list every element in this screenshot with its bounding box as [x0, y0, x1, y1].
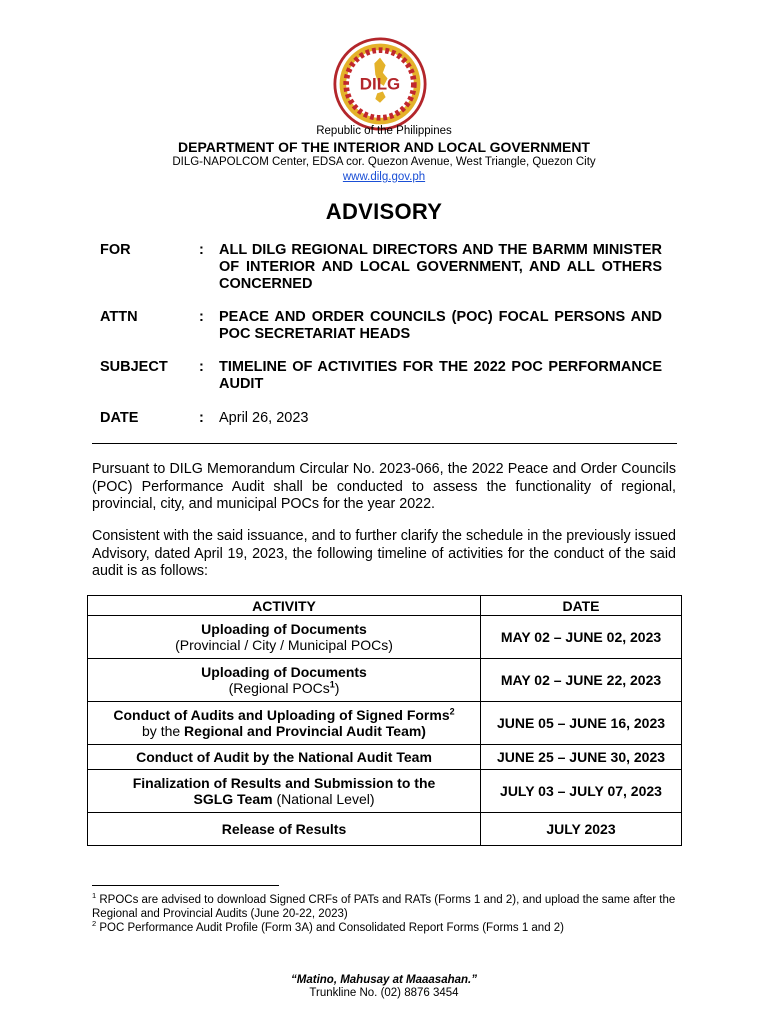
table-row [88, 702, 682, 745]
activity-title: Uploading of Documents [201, 621, 367, 637]
table-row [88, 770, 682, 813]
footnote-1-mark: 1 [92, 891, 97, 901]
table-row [88, 745, 682, 770]
date-cell: JULY 03 – JULY 07, 2023 [481, 770, 682, 813]
date-colon: : [199, 410, 204, 426]
for-value: ALL DILG REGIONAL DIRECTORS AND THE BARMM MINISTER OF INTERIOR AND LOCAL GOVERNMENT, AND ALL OTHERS CONCERNED [219, 242, 662, 292]
activity-cell: Release of Results [88, 813, 481, 846]
footnote-divider [92, 885, 279, 886]
activity-subtitle-close: ) [334, 680, 340, 696]
date-cell: JUNE 05 – JUNE 16, 2023 [481, 702, 682, 745]
svg-text:DILG: DILG [359, 74, 401, 94]
for-colon: : [199, 242, 204, 258]
timeline-table [87, 595, 682, 846]
body-paragraph-1: Pursuant to DILG Memorandum Circular No. 2023-066, the 2022 Peace and Order Councils (POC) Performance Audit shall be conducted to assess the functionality of regional, provincial, city, and municipal POCs for the year 2022. [92, 461, 676, 512]
footnote-2-text: POC Performance Audit Profile (Form 3A) and Consolidated Report Forms (Forms 1 and 2) [96, 922, 565, 934]
department-address: DILG-NAPOLCOM Center, EDSA cor. Quezon Avenue, West Triangle, Quezon City [172, 156, 596, 168]
activity-title: Finalization of Results and Submission to the [132, 775, 436, 791]
date-value: April 26, 2023 [219, 410, 309, 426]
date-column-header: DATE [481, 596, 682, 616]
activity-cell [88, 616, 481, 659]
activity-team: Regional and Provincial Audit Team) [184, 723, 426, 739]
attn-value: PEACE AND ORDER COUNCILS (POC) FOCAL PERSONS AND POC SECRETARIAT HEADS [219, 309, 662, 342]
footer-motto: “Matino, Mahusay at Maaasahan.” [291, 974, 477, 986]
footnote-2-mark: 2 [92, 919, 97, 929]
date-label: DATE [100, 410, 139, 426]
table-header-row [88, 596, 682, 616]
date-cell: JULY 2023 [481, 813, 682, 846]
date-cell: MAY 02 – JUNE 02, 2023 [481, 616, 682, 659]
subject-value: TIMELINE OF ACTIVITIES FOR THE 2022 POC PERFORMANCE AUDIT [219, 359, 662, 392]
republic-line: Republic of the Philippines [316, 125, 452, 137]
activity-column-header: ACTIVITY [88, 596, 481, 616]
for-label: FOR [100, 242, 131, 258]
body-paragraph-2: Consistent with the said issuance, and to further clarify the schedule in the previously issued Advisory, dated April 19, 2023, the following timeline of activities for the conduct of the said audit is as follows: [92, 528, 676, 579]
subject-label: SUBJECT [100, 359, 168, 375]
table-row [88, 659, 682, 702]
activity-cell [88, 702, 481, 745]
dilg-seal-logo [333, 37, 427, 131]
activity-title: Uploading of Documents [201, 664, 367, 680]
date-cell: MAY 02 – JUNE 22, 2023 [481, 659, 682, 702]
attn-colon: : [199, 309, 204, 325]
activity-team: SGLG Team [193, 791, 273, 807]
department-name: DEPARTMENT OF THE INTERIOR AND LOCAL GOVERNMENT [178, 139, 590, 155]
activity-subtitle: (Regional POCs [228, 680, 330, 696]
header-divider [92, 443, 677, 444]
activity-cell: Conduct of Audit by the National Audit Team [88, 745, 481, 770]
activity-cell [88, 770, 481, 813]
date-cell: JUNE 25 – JUNE 30, 2023 [481, 745, 682, 770]
footnote-ref: 1 [329, 679, 335, 690]
attn-label: ATTN [100, 309, 138, 325]
activity-subtitle: (Provincial / City / Municipal POCs) [175, 637, 393, 653]
document-title: ADVISORY [325, 199, 443, 224]
activity-by: by the [142, 723, 185, 739]
footnote-ref: 2 [449, 706, 455, 717]
footnote-1-text: RPOCs are advised to download Signed CRFs of PATs and RATs (Forms 1 and 2), and upload the same after the Regional and Provincial Audits (June 20-22, 2023) [92, 894, 676, 920]
footnote-2 [92, 921, 682, 935]
table-row [88, 813, 682, 846]
footnote-1 [92, 893, 682, 921]
table-row [88, 616, 682, 659]
activity-cell [88, 659, 481, 702]
activity-level: (National Level) [272, 791, 375, 807]
website-link[interactable]: www.dilg.gov.ph [342, 171, 426, 183]
subject-colon: : [199, 359, 204, 375]
footer-trunkline: Trunkline No. (02) 8876 3454 [309, 987, 459, 999]
activity-title: Conduct of Audits and Uploading of Signed Forms [113, 707, 450, 723]
